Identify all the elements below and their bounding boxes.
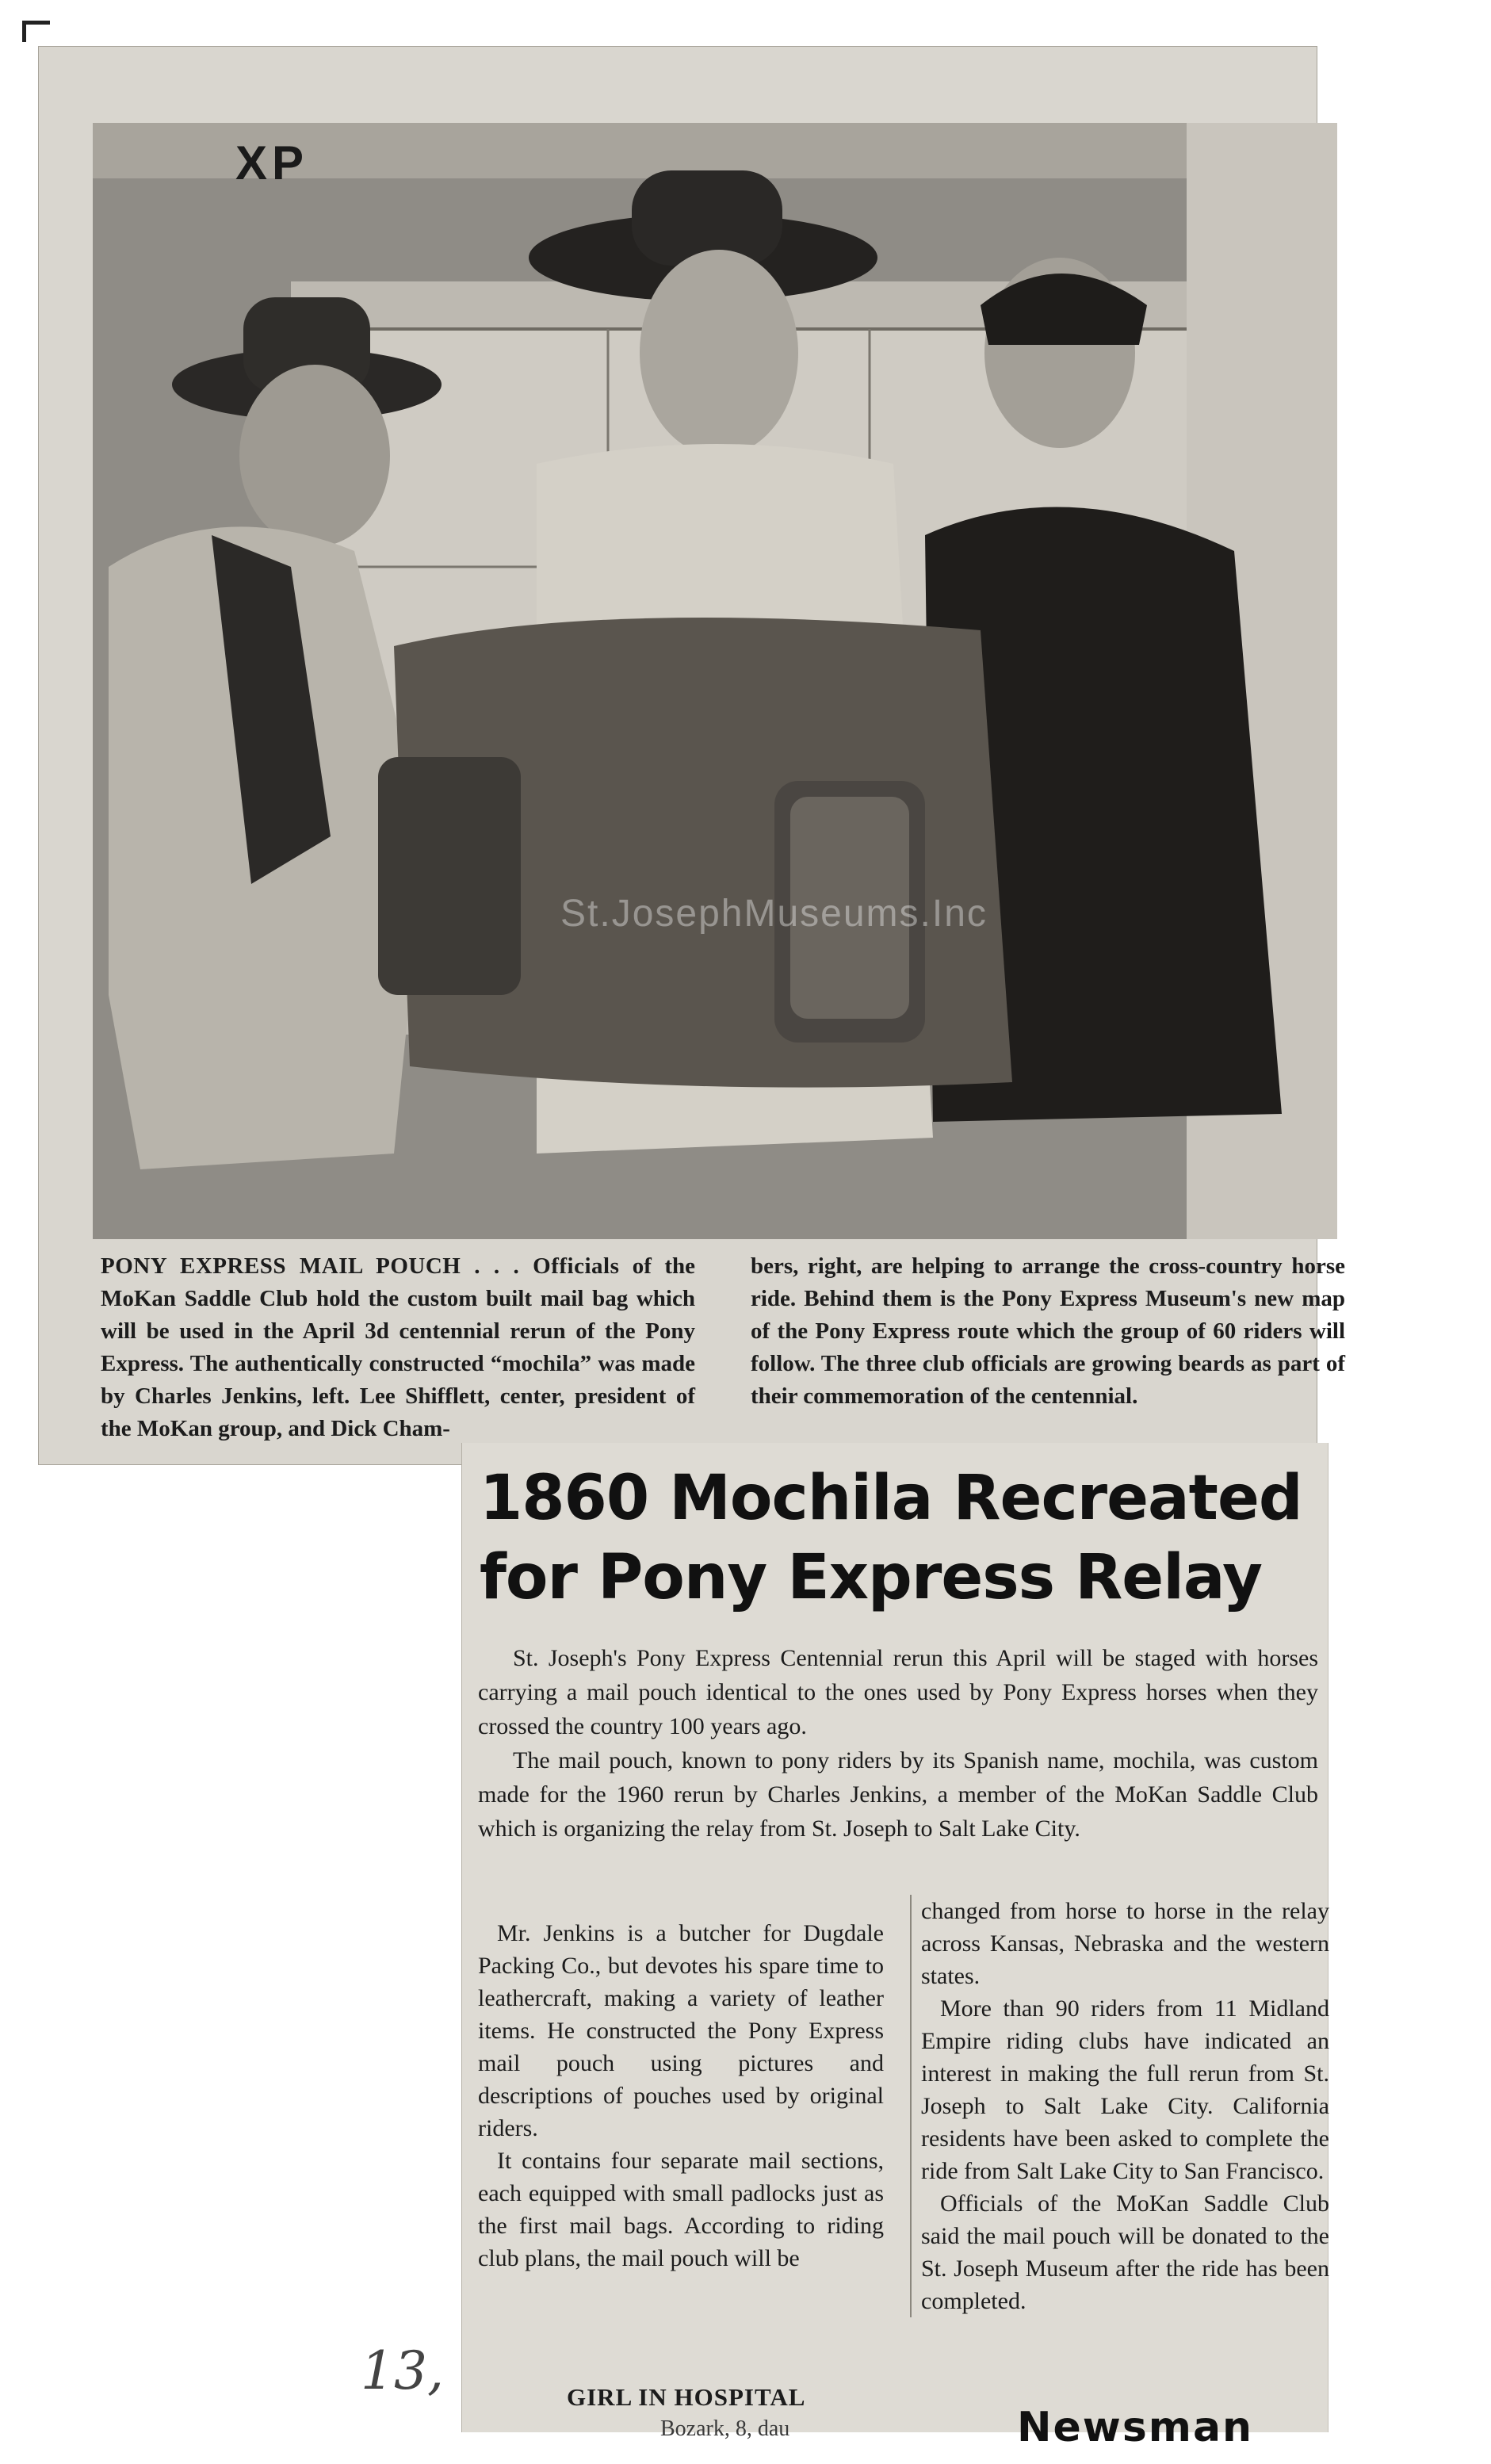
article-paragraph: Mr. Jenkins is a butcher for Dugdale Packing Co., but devotes his spare time to leathercraft, making a variety of leather items. He constructed the Pony Express mail pouch using pictures and descriptions of pouches used by original riders. bbox=[478, 1920, 884, 2141]
article-headline bbox=[480, 1459, 1320, 1617]
photo-illustration bbox=[93, 123, 1337, 1239]
article-intro bbox=[478, 1641, 1318, 1846]
watermark: St.JosephMuseums.Inc bbox=[560, 893, 988, 935]
article-clipping bbox=[461, 1443, 1329, 2451]
next-article-snippet: Bozark, 8, dau bbox=[660, 2416, 790, 2441]
scan-corner-mark bbox=[22, 21, 50, 42]
photo-corner-label: XP bbox=[235, 136, 309, 189]
next-article-headline: Newsman bbox=[1017, 2404, 1254, 2451]
article-paragraph: changed from horse to horse in the relay across Kansas, Nebraska and the western states. bbox=[921, 1898, 1329, 1989]
caption-lead: PONY EXPRESS MAIL POUCH . . . Officials bbox=[101, 1253, 620, 1279]
headline-line-2: for Pony Express Relay bbox=[480, 1542, 1263, 1613]
handwritten-page-number: 13, bbox=[361, 2340, 444, 2401]
article-paragraph: Officials of the MoKan Saddle Club said the mail pouch will be donated to the St. Joseph Museum after the ride has been completed. bbox=[921, 2190, 1329, 2314]
next-article-subhead: GIRL IN HOSPITAL bbox=[567, 2383, 806, 2411]
article-paragraph: It contains four separate mail sections, each equipped with small padlocks just as the first mail bags. According to riding club plans, the mail pouch will be bbox=[478, 2148, 884, 2271]
news-photo bbox=[93, 123, 1337, 1239]
article-column-left bbox=[478, 1917, 884, 2275]
article-column-right bbox=[910, 1895, 1329, 2317]
photo-clipping bbox=[38, 46, 1345, 1465]
article-paragraph: St. Joseph's Pony Express Centennial rerun this April will be staged with horses carrying a mail pouch identical to the ones used by Pony Express horses when they crossed the country 100 years ago. bbox=[478, 1645, 1318, 1739]
caption-text-right: bers, right, are helping to arrange the cross-country horse ride. Behind them is the Pony Express Museum's new map of the Pony Express route which the group of 60 riders will follow. The three club officials are growing beards as part of their commemoration of the centennial. bbox=[751, 1253, 1345, 1409]
headline-line-1: 1860 Mochila Recreated bbox=[480, 1463, 1302, 1534]
caption-text-left: of the MoKan Saddle Club hold the custom built mail bag which will be used in the April 3d centennial rerun of the Pony Express. The authentically constructed “mochila” was made by Charles Jenkins, left. Lee Shifflett, center, president of the MoKan group, and Dick Cham- bbox=[101, 1253, 696, 1441]
article-paragraph: More than 90 riders from 11 Midland Empire riding clubs have indicated an interest in making the full rerun from St. Joseph to Salt Lake City. California residents have been asked to complete the ride from Salt Lake City to San Francisco. bbox=[921, 1995, 1329, 2184]
article-paragraph: The mail pouch, known to pony riders by its Spanish name, mochila, was custom made for the 1960 rerun by Charles Jenkins, a member of the MoKan Saddle Club which is organizing the relay from St. Joseph to Salt Lake City. bbox=[478, 1747, 1318, 1842]
